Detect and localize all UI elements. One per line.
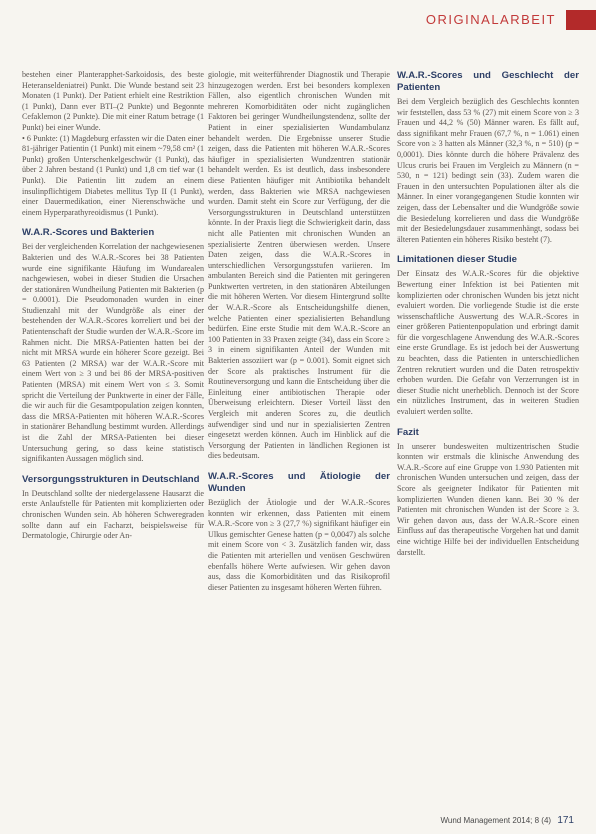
paragraph: Bezüglich der Ätiologie und der W.A.R.-Scores konnten wir erkennen, dass Patienten mit einem W.A.R.-Score von ≥ 3 (27,7 %) signifikant häufiger ein Ulkus gemischter Genese hatten (p = 0,0047) als solche mit einem Score von < 3. Zusätzlich fanden wir, dass die Patienten mit arteriellen und venösen Geschwüren ebenfalls höhere Werte aufwiesen. Wir gehen davon aus, dass die Komorbiditäten und das Risikoprofil dieser Patienten zu insgesamt höheren Werten führen. bbox=[208, 497, 390, 592]
page-number: 171 bbox=[557, 815, 574, 826]
page-header bbox=[0, 10, 596, 30]
paragraph: In Deutschland sollte der niedergelassene Hausarzt die erste Anlaufstelle für Patienten mit komplizierten oder chronischen Wunden sein. Ab höheren Schweregraden sollte dann auf ein Facharzt, beispielsweise für Dermatologie, Chirurgie oder An- bbox=[22, 488, 204, 541]
column-2 bbox=[208, 70, 390, 794]
paragraph: Bei dem Vergleich bezüglich des Geschlechts konnten wir feststellen, dass 53 % (27) mit einem Score von ≥ 3 Frauen und 44,2 % (50) Männer waren. Es fällt auf, dass signifikant mehr Frauen (67,7 %, n = 1.061) einen Score von ≥ 3 hatten als Männer (32,3 %, n = 510) (p = 0,0001). Dies könnte durch die höhere Prävalenz des Ulcus cruris bei Frauen im Vergleich zu Männern (n = 530, n = 121) bedingt sein (33). Zudem waren die Frauen in den untersuchten Populationen älter als die Männer. In einer vorangegangenen Studie konnten wir zeigen, dass der Lebensalter und die Wundgröße sowie die Besiedelung korrelieren und dass die Wundgröße mit der Besiedelungsdauer zusammenhängt, sodass bei älteren Patienten ein höheres Risiko besteht (7). bbox=[397, 97, 579, 244]
section-heading: Fazit bbox=[397, 427, 579, 439]
column-1 bbox=[22, 70, 204, 794]
column-3 bbox=[397, 70, 579, 794]
paragraph: Der Einsatz des W.A.R.-Scores für die objektive Bewertung einer Infektion ist bei Patienten mit komplizierten oder chronischen Wunden bis jetzt nicht evaluiert worden. Die vorliegende Studie ist die erste wissenschaftliche Auswertung des W.A.R.-Scores in einer größeren Patientenpopulation und erbringt damit für die vorgeschlagene Anwendung des W.A.R.-Scores eine erste Grundlage. Es ist jedoch bei der Auswertung zu beachten, dass die Patienten in unterschiedlichen Zentren rekrutiert wurden und die Daten retrospektiv erhoben wurden. Die Gefahr von Verzerrungen ist in dieser Studie nicht unerheblich. Dennoch ist der Score ein nützliches Instrument, das in weiteren Studien evaluiert werden sollte. bbox=[397, 269, 579, 417]
section-title: ORIGINALARBEIT bbox=[425, 12, 556, 27]
section-heading: W.A.R.-Scores und Geschlecht der Patienten bbox=[397, 70, 579, 93]
paragraph: bestehen einer Planterapphet-Sarkoidosis, des beste Heteranseldeniatrei) Punkt. Die Wunde bestand seit 23 Monaten (1 Punkt). Der Patient erhielt eine Restriktion (1 Punkt), Dann ever BTI–(2 Punkte) und Begonnte Cefaklemon (2 Punkte). Die mit einer Ratum betrage (1 Punkt) bei einer Wunde. bbox=[22, 70, 204, 132]
journal-citation: Wund Management 2014; 8 (4) bbox=[440, 816, 552, 825]
header-color-block bbox=[566, 10, 596, 30]
paragraph: giologie, mit weiterführender Diagnostik und Therapie hinzugezogen werden. Erst bei besonders komplexen Fällen, also eigentlich chronischen Wunden mit mehreren Komorbiditäten oder nicht zugänglichen Faktoren bei geringer Wundheilungstendenz, sollte der Patient in einer spezialisierten Wundambulanz behandelt werden. Die Ergebnisse unserer Studie zeigen, dass die Patienten mit höheren W.A.R.-Scores häufiger in spezialisierten Wundzentren stationär behandelt werden. Es ist deutlich, dass insbesondere diese Patienten häufiger mit Antibiotika behandelt werden, dass Bakterien wie MRSA nachgewiesen wurden. Damit steht ein Score zur Verfügung, der die Versorgungsstrukturen in Deutschland unterstützen könnte. In der Praxis liegt die Schwierigkeit darin, dass nicht alle Patienten mit chronischen Wunden an spezialisierte Zentren überwiesen werden. Unsere Daten zeigen, dass die W.A.R.-Scores in unterschiedlichen Versorgungsstufen variieren. Im ambulanten Bereich sind die Patienten mit geringeren Punktwerten vertreten, in den stationären Abteilungen die mit höheren Werten. Vor diesem Hintergrund sollte der W.A.R.-Score als Entscheidungshilfe dienen, welche Patienten einer spezialisierten Behandlung bedürfen. Eine erste Studie mit dem W.A.R.-Score an 100 Patienten in 33 Praxen zeigte (34), dass ein Score ≥ 3 in einem signifikanten Anteil der Wunden mit Bakterien assoziiert war (p = 0.001). Somit eignet sich der Score als praktisches Instrument für die Routineversorgung und kann die Entscheidung über die Einleitung einer antibiotischen Therapie oder Überweisung erleichtern. Dieser Vorteil lässt den Vergleich mit anderen Scores zu, die deutlich aufwendiger sind und nur in spezialisierten Zentren eingesetzt werden können. Auch im Hinblick auf die Versorgung der Patienten in ländlichen Regionen ist dies bedeutsam. bbox=[208, 70, 390, 461]
page-footer bbox=[440, 815, 574, 826]
section-heading: Limitationen dieser Studie bbox=[397, 254, 579, 266]
paragraph: In unserer bundesweiten multizentrischen Studie konnten wir erstmals die klinische Anwendung des W.A.R.-Score auf eine Gruppe von 1.930 Patienten mit chronischen Wunden untersuchen und zeigen, dass der Score als geeigneter Indikator für Patienten mit komplizierten Wunden dienen kann. Bei 30 % der Patienten mit chronischen Wunden ist der Score ≥ 3. Wir gehen davon aus, dass der W.A.R.-Score einen Einfluss auf das therapeutische Vorgehen hat und damit eine wichtige Hilfe bei der individuellen Entscheidung darstellt. bbox=[397, 441, 579, 557]
section-heading: W.A.R.-Scores und Ätiologie der Wunden bbox=[208, 470, 390, 494]
paragraph: • 6 Punkte: (1) Magdeburg erfassten wir die Daten einer 81-jähriger Patientin (1 Punkt) mit einem ~79,58 cm² (1 Punkt) großen Unterschenkelgeschwür (1 Punkt), das über 2 Jahren bestand (1 Punkt) und 1,8 cm tief war (1 Punkt). Die Patientin litt zudem an einem insulinpflichtigem Diabetes mellitus Typ II (1 Punkt), einer Dauermedikation, einer Nierenschwäche und einem Hyperparathyreoidismus (1 Punkt). bbox=[22, 133, 204, 217]
section-heading: W.A.R.-Scores und Bakterien bbox=[22, 227, 155, 239]
section-heading: Versorgungsstrukturen in Deutschland bbox=[22, 473, 200, 485]
paragraph: Bei der vergleichenden Korrelation der nachgewiesenen Bakterien und des W.A.R.-Scores bei 38 Patienten wurde eine signifikante Häufung im Wundarealen nachgewiesen, wobei in dieser Studien die Ursachen der stationären Wundheilung Patienten mit Bakterien (p = 0.0001). Die Pseudomonaden wurden in einer Studienzahl mit der Wundgröße als einer der bestehenden der W.A.R.-Scores korreliert und bei der Patientenschaft der Studie wurden der W.A.R.-Score im Rahmen nicht. Die MRSA-Patienten hatten bei der nicht mit MRSA wurde ein höherer Score gezeigt. Bei 63 Patienten (2 MRSA) war der W.A.R.-Score mit einem Wert von ≥ 3 und bei 86 der MRSA-positiven Patienten (MRSA) mit einem Wert von ≤ 3. Somit spricht die Verteilung der Punktwerte in einer der Fälle, die wir auch für die Gesamtpopulation zeigen konnten, dass die MRSA-Patienten mit höheren W.A.R.-Scores in stationärer Behandlung bestimmt wurden. Allerdings ist die Zahl der MRSA-Patienten bei dieser Untersuchung gering, so dass keine statistisch signifikanten Aussagen möglich sind. bbox=[22, 242, 204, 464]
